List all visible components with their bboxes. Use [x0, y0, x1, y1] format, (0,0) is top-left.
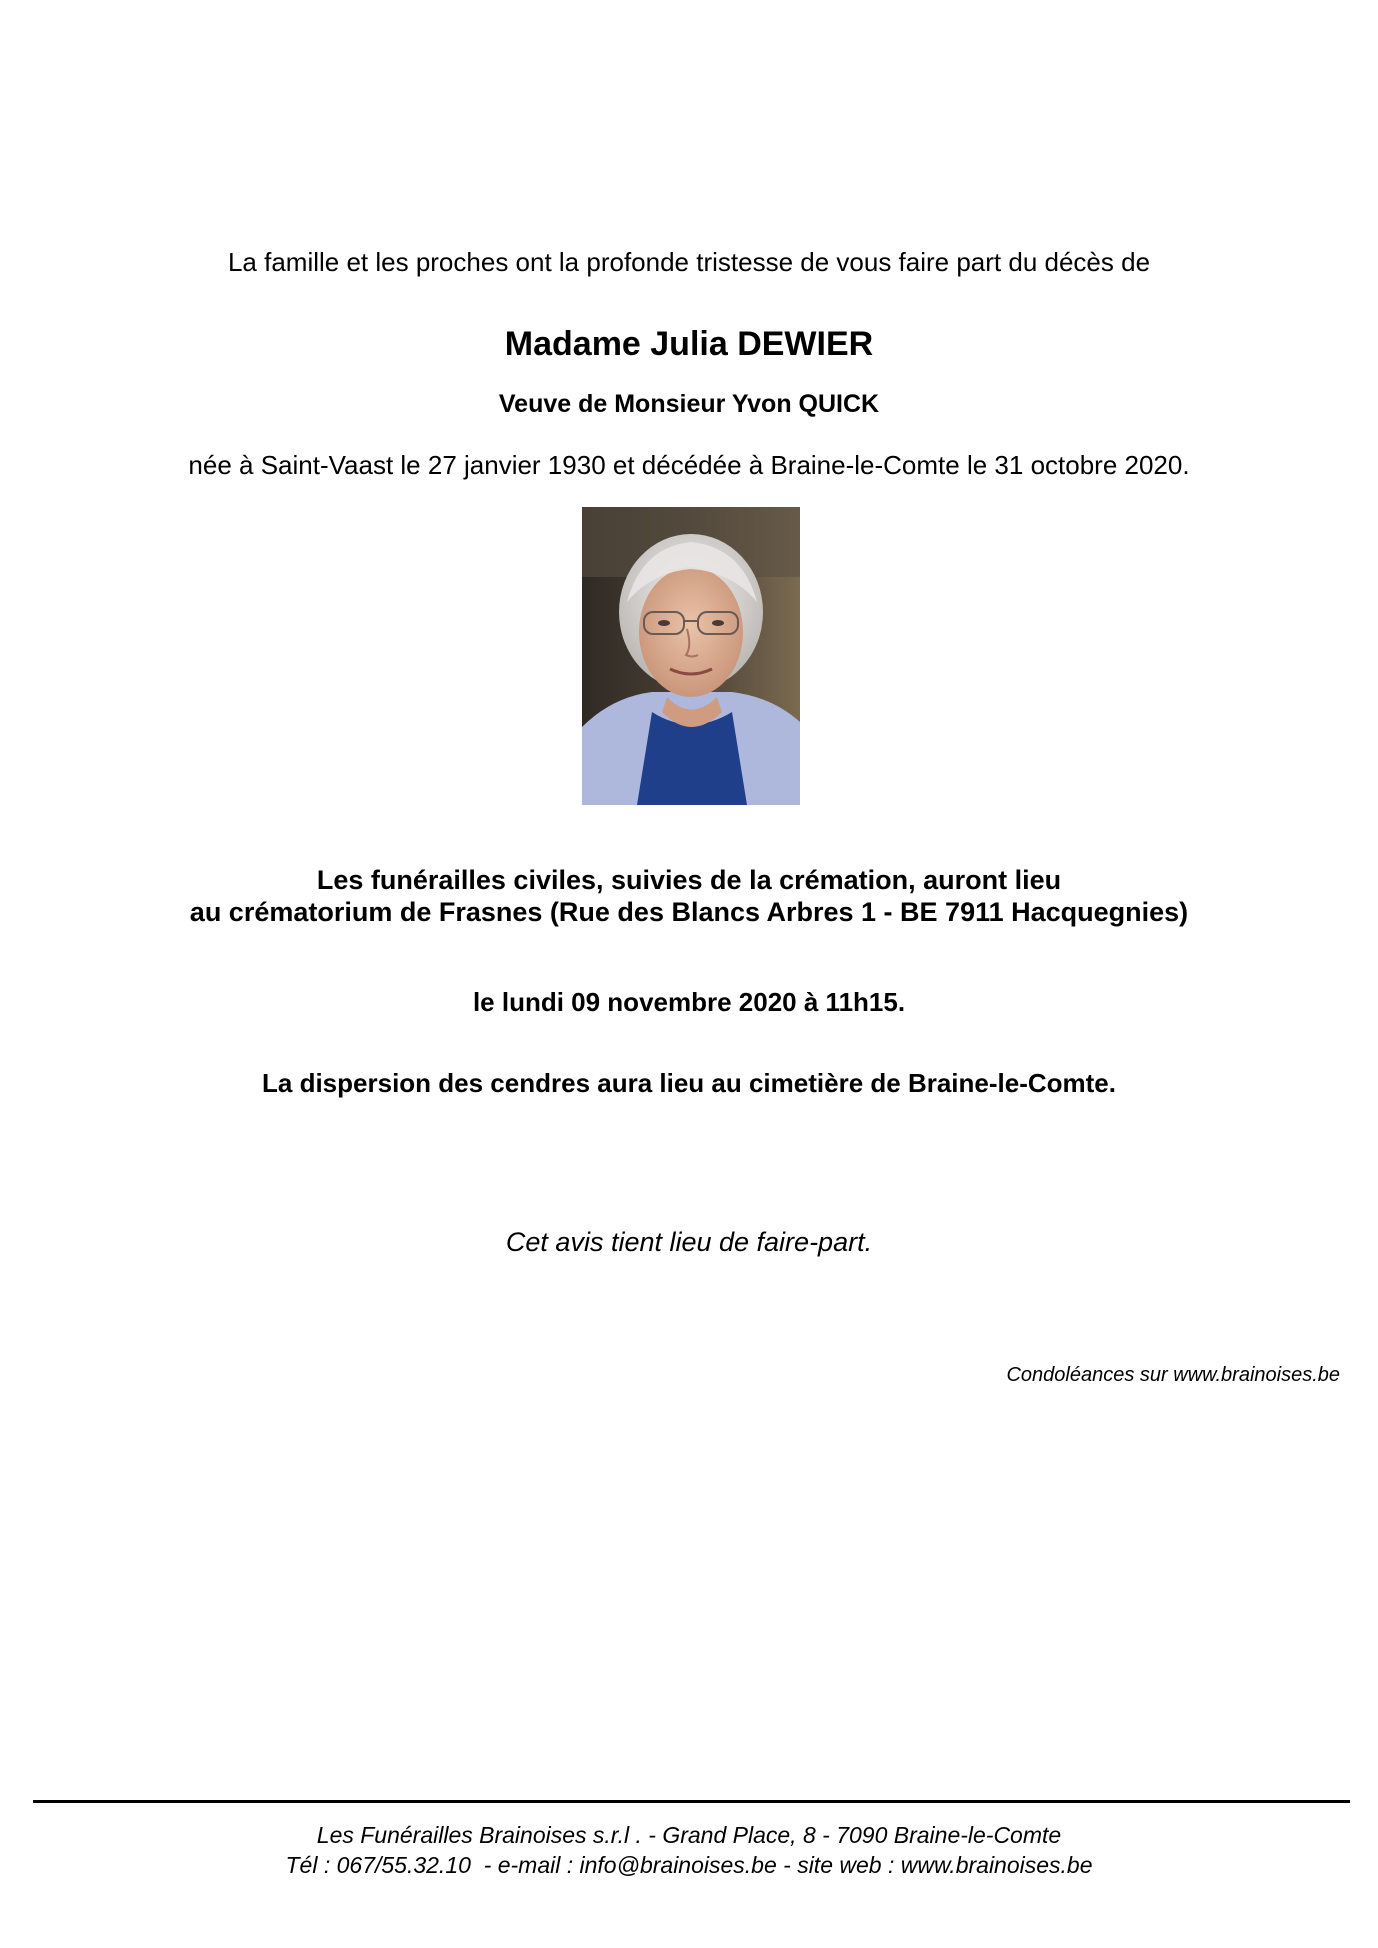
footer-contact: Tél : 067/55.32.10 - e-mail : info@brainoises.be - site web : www.brainoises.be — [285, 1852, 1093, 1878]
ceremony-line-1: Les funérailles civiles, suivies de la crémation, auront lieu — [316, 865, 1062, 895]
ceremony-details — [0, 864, 1378, 928]
ceremony-line-2: au crématorium de Frasnes (Rue des Blancs Arbres 1 - BE 7911 Hacquegnies) — [189, 897, 1189, 927]
notice-text: Cet avis tient lieu de faire-part. — [505, 1227, 873, 1257]
birth-death-dates: née à Saint-Vaast le 27 janvier 1930 et décédée à Braine-le-Comte le 31 octobre 2020. — [188, 450, 1190, 480]
footer-divider — [33, 1800, 1350, 1803]
ceremony-datetime: le lundi 09 novembre 2020 à 11h15. — [472, 987, 906, 1017]
footer — [0, 1820, 1378, 1880]
intro-text: La famille et les proches ont la profonde tristesse de vous faire part du décès de — [227, 247, 1151, 277]
footer-address: Les Funérailles Brainoises s.r.l . - Grand Place, 8 - 7090 Braine-le-Comte — [316, 1822, 1062, 1848]
deceased-name: Madame Julia DEWIER — [504, 325, 874, 363]
ashes-dispersion: La dispersion des cendres aura lieu au cimetière de Braine-le-Comte. — [262, 1068, 1116, 1098]
condolences-link[interactable]: Condoléances sur www.brainoises.be — [1006, 1364, 1340, 1386]
portrait-photo — [582, 507, 800, 805]
widow-of: Veuve de Monsieur Yvon QUICK — [498, 390, 880, 418]
